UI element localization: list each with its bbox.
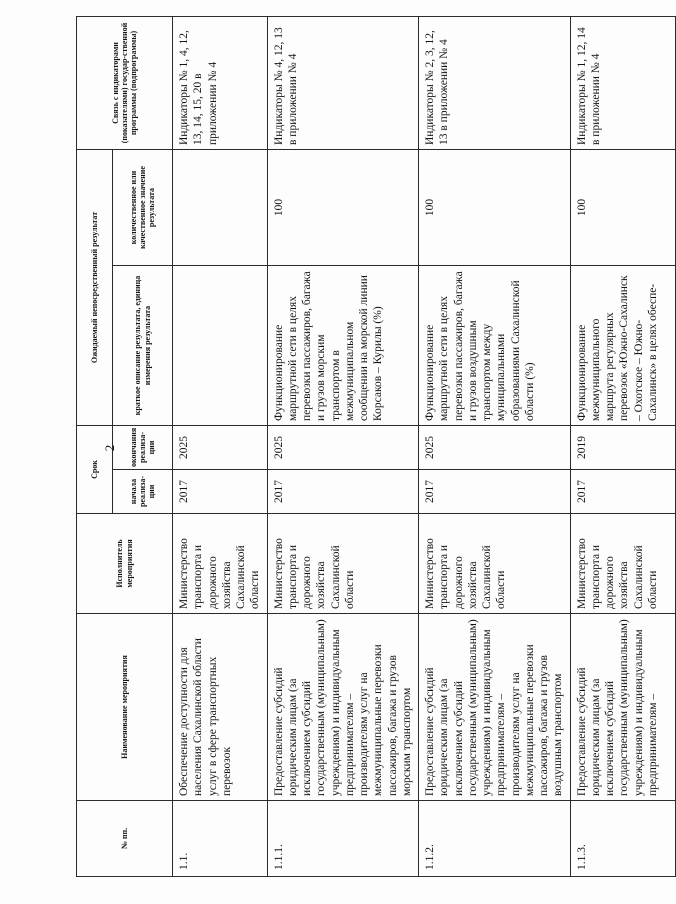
row-executor: Министерство транспорта и дорожного хозяйства Сахалинской области [173,514,268,614]
page-number: 2 [102,444,117,452]
row-end: 2025 [173,426,268,470]
row-value: 100 [419,150,571,266]
table-row [267,17,419,877]
header-desc: краткое описание результата, единица измерения результата [113,266,173,426]
row-link: Индикаторы № 1, 12, 14 в приложении № 4 [570,17,675,150]
table-row [419,17,571,877]
row-desc: Функционирование межмуниципального маршрута регулярных перевозок «Южно-Сахалинск – Охотское – Южно-Сахалинск» в целях обеспе- [570,266,675,426]
row-num: 1.1.3. [570,801,675,877]
header-value: количественное или качественное значение результата [113,150,173,266]
header-term-end: окончания реализа-ции [113,426,173,470]
header-link: Связь с индикаторами (показателями) государ-ственной программы (подпрограммы) [77,17,173,150]
row-executor: Министерство транспорта и дорожного хозяйства Сахалинской области [267,514,419,614]
row-end: 2025 [267,426,419,470]
row-value: 100 [570,150,675,266]
row-value: 100 [267,150,419,266]
row-start: 2017 [173,470,268,514]
row-value [173,150,268,266]
table-row [570,17,675,877]
row-link: Индикаторы № 4, 12, 13 в приложении № 4 [267,17,419,150]
row-link: Индикаторы № 2, 3, 12, 13 в приложении № 4 [419,17,571,150]
row-num: 1.1.2. [419,801,571,877]
header-expected: Ожидаемый непосредственный результат [77,150,113,426]
header-executor: Исполнитель мероприятия [77,514,173,614]
row-executor: Министерство транспорта и дорожного хозяйства Сахалинской области [570,514,675,614]
row-name: Обеспечение доступности для населения Сахалинской области услуг в сфере транспортных перевозок [173,614,268,801]
row-end: 2025 [419,426,571,470]
row-start: 2017 [419,470,571,514]
row-desc: Функционирование маршрутной сети в целях перевозки пассажиров, багажа и грузов морским транспортом в межмуниципальном сообщении на морской линии Корсаков – Курилы (%) [267,266,419,426]
row-desc [173,266,268,426]
events-table [76,16,676,877]
row-link: Индикаторы № 1, 4, 12, 13, 14, 15, 20 в приложении № 4 [173,17,268,150]
row-executor: Министерство транспорта и дорожного хозяйства Сахалинской области [419,514,571,614]
header-name: Наименование мероприятия [77,614,173,801]
row-desc: Функционирование маршрутной сети в целях перевозки пассажиров, багажа и грузов воздушным транспортом между муниципальными образованиями Сахалинской области (%) [419,266,571,426]
table-row [173,17,268,877]
row-num: 1.1. [173,801,268,877]
row-name: Предоставление субсидий юридическим лицам (за исключением субсидий государственным (муниципальным) учреждениям) и индивидуальным предпринимателям – производителям услуг на межмуниципальные перевозки пассажиров, багажа и грузов воздушным транспортом [419,614,571,801]
row-start: 2017 [267,470,419,514]
row-start: 2017 [570,470,675,514]
row-name: Предоставление субсидий юридическим лицам (за исключением субсидий государственным (муниципальным) учреждениям) и индивидуальным предпринимателям – [570,614,675,801]
header-term-start: начала реализа-ции [113,470,173,514]
rotated-table-wrapper [76,17,659,877]
header-term: Срок [77,426,113,514]
row-end: 2019 [570,426,675,470]
row-name: Предоставление субсидий юридическим лицам (за исключением субсидий государственным (муниципальным) учреждениям) и индивидуальным предпринимателям – производителям услуг на межмуниципальные перевозки пассажиров, багажа и грузов морским транспортом [267,614,419,801]
header-num: № пп. [77,801,173,877]
row-num: 1.1.1. [267,801,419,877]
